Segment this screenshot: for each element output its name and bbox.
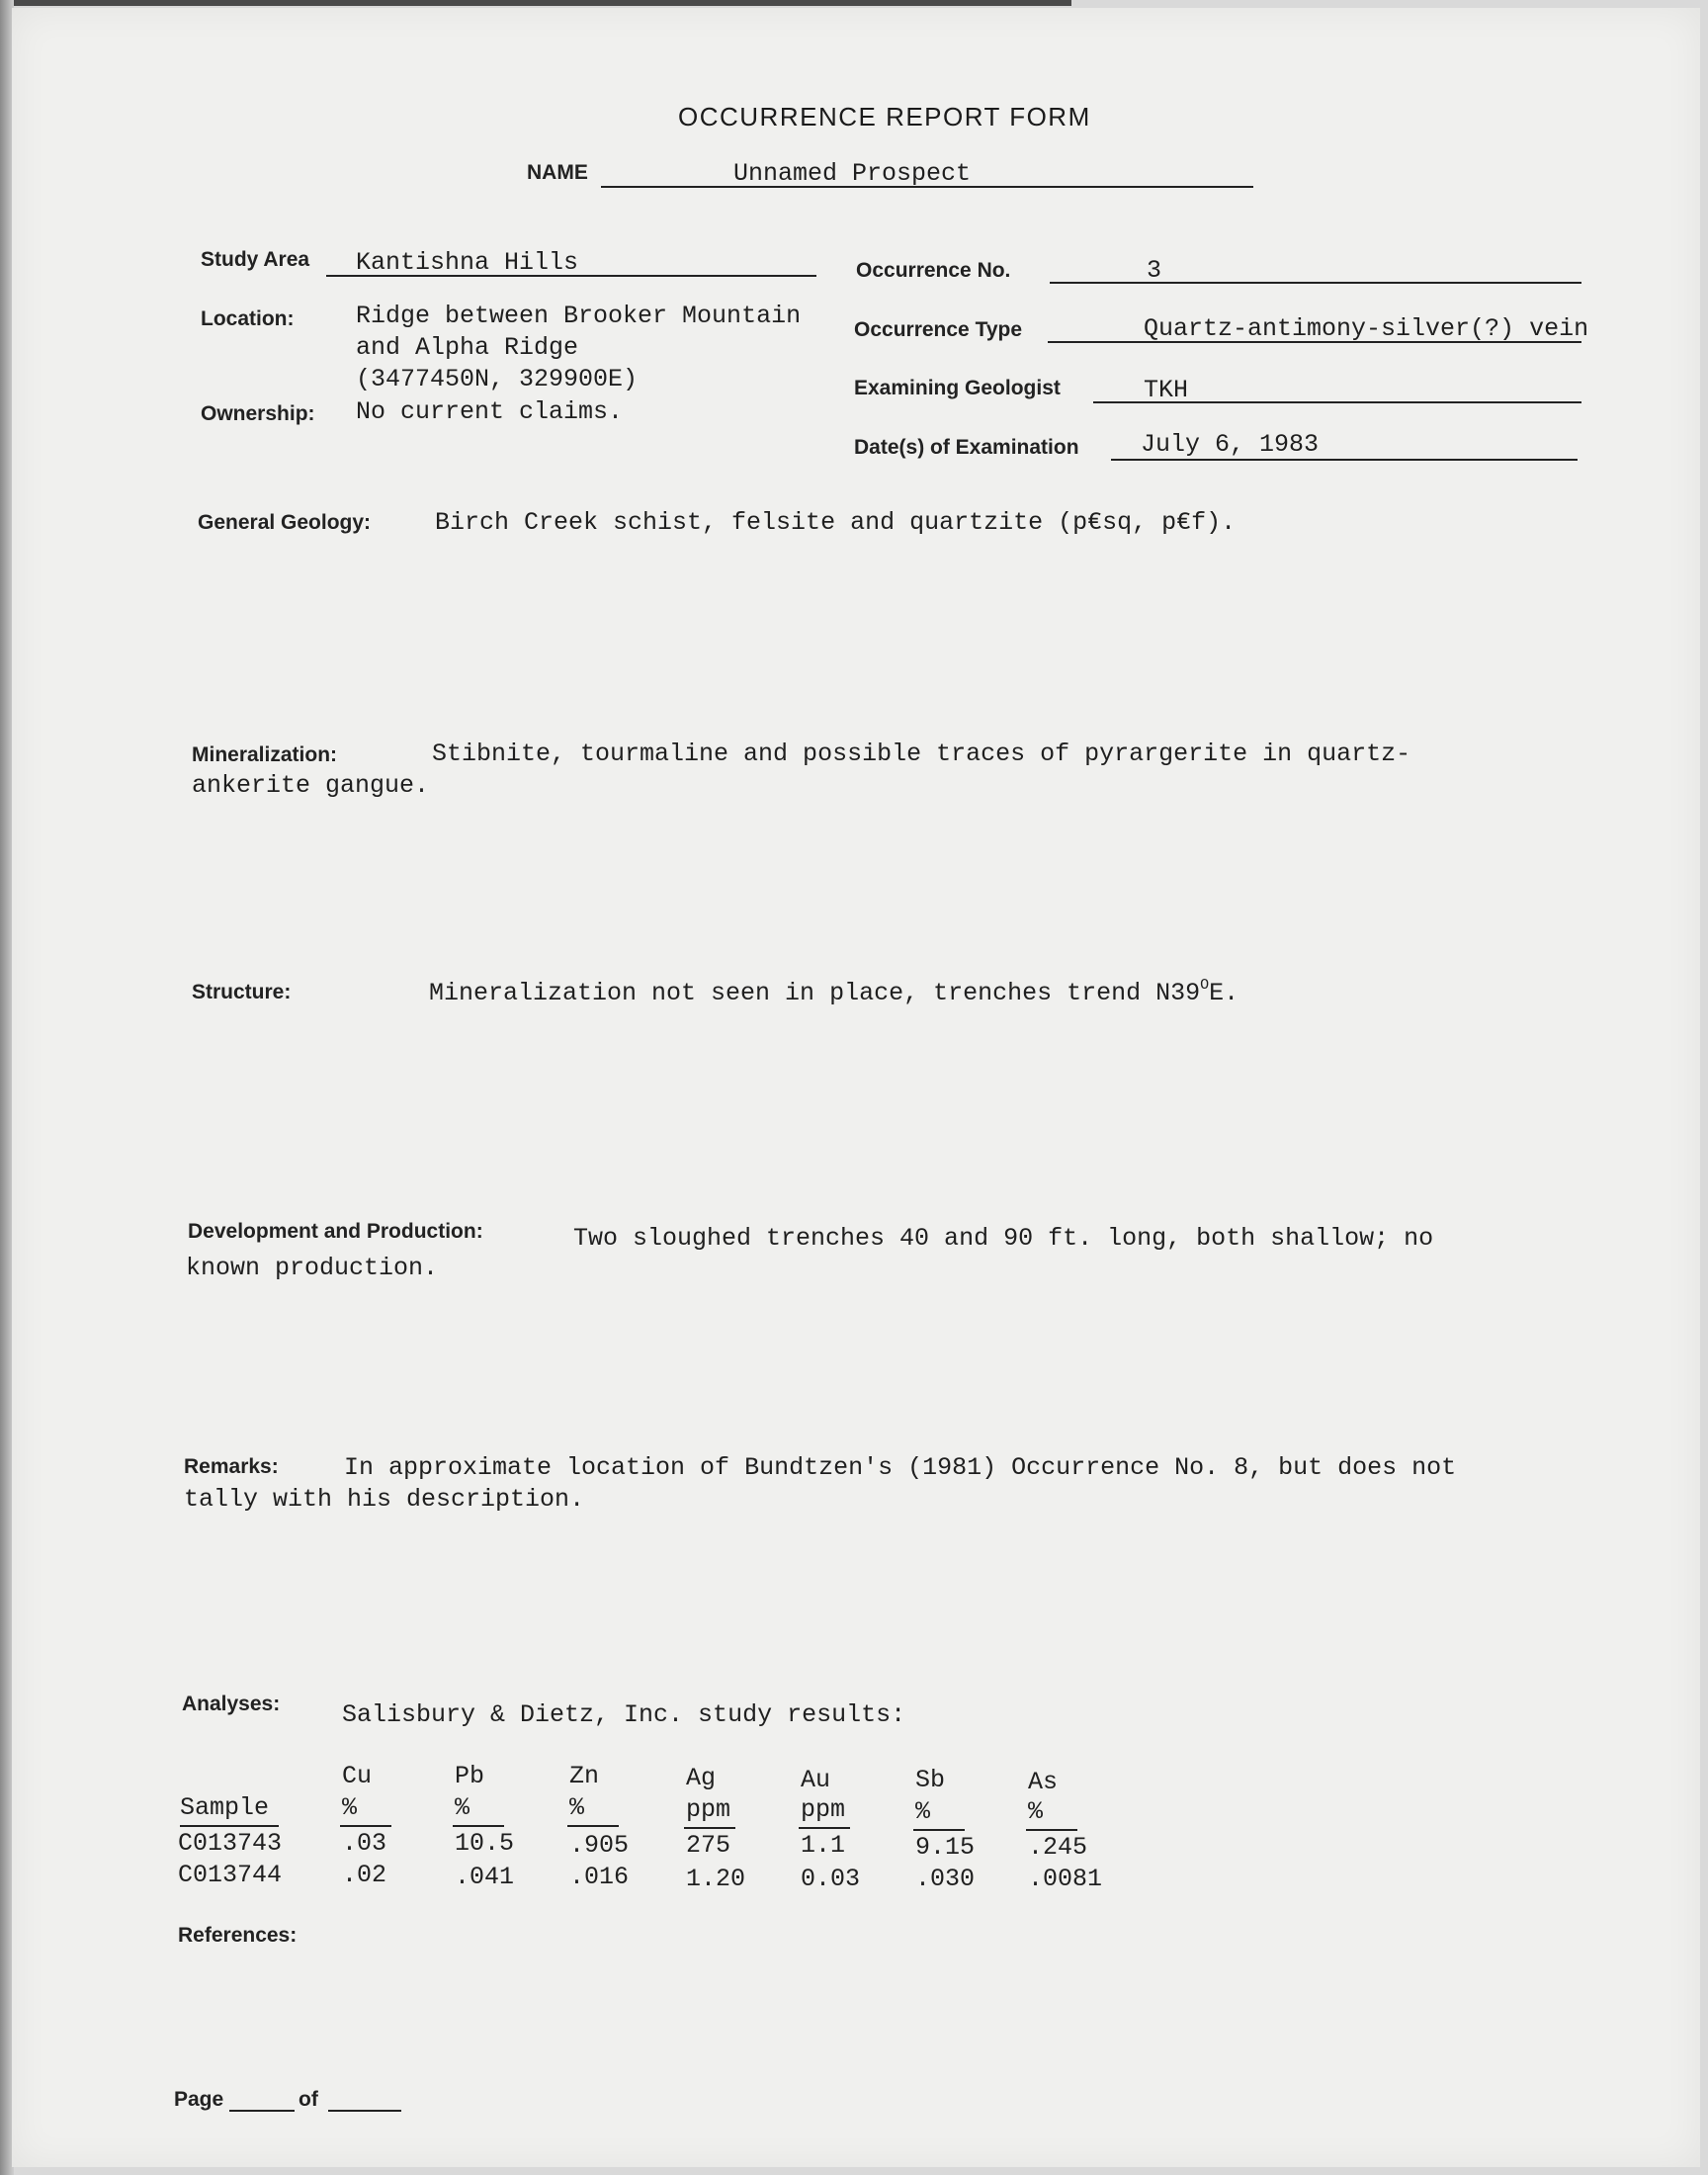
cu-header-underline [340,1825,391,1827]
development-line-1: Two sloughed trenches 40 and 90 ft. long, both shallow; no [573,1224,1434,1253]
occurrence-type-label: Occurrence Type [854,318,1023,341]
table-row-2-cu: .02 [342,1861,387,1889]
unit-header-cu: % [342,1793,358,1822]
element-header-sb: Sb [915,1766,946,1794]
ag-header-underline [684,1827,735,1829]
occurrence-type-value: Quartz-antimony-silver(?) vein [1144,314,1589,343]
study-area-value: Kantishna Hills [356,248,579,277]
geologist-value: TKH [1144,376,1189,404]
ownership-value: No current claims. [356,397,624,426]
occurrence-no-label: Occurrence No. [856,259,1011,282]
ownership-label: Ownership: [201,402,315,425]
remarks-label: Remarks: [184,1455,279,1478]
unit-header-ag: ppm [686,1795,731,1824]
mineralization-line-2: ankerite gangue. [192,771,430,800]
page-number-line [229,2110,295,2112]
table-row-1-zn: .905 [569,1831,630,1860]
form-title: OCCURRENCE REPORT FORM [678,102,1091,131]
table-row-1-pb: 10.5 [455,1829,515,1858]
table-row-2-au: 0.03 [801,1865,861,1893]
mineralization-line-1: Stibnite, tourmaline and possible traces of pyrargerite in quartz- [432,740,1411,768]
analyses-label: Analyses: [182,1693,281,1715]
date-value: July 6, 1983 [1141,430,1320,459]
table-row-1-as: .245 [1028,1833,1088,1862]
general-geology-label: General Geology: [198,511,372,534]
unit-header-pb: % [455,1793,470,1822]
as-header-underline [1026,1829,1077,1831]
remarks-line-1: In approximate location of Bundtzen's (1981) Occurrence No. 8, but does not [344,1453,1457,1482]
occurrence-no-value: 3 [1147,256,1162,285]
au-header-underline [799,1827,850,1829]
element-header-ag: Ag [686,1764,717,1792]
of-label: of [299,2088,318,2111]
sb-header-underline [913,1829,965,1831]
structure-text [429,977,1238,1007]
occurrence-no-line [1050,282,1581,284]
unit-header-sb: % [915,1797,931,1826]
geologist-label: Examining Geologist [854,377,1061,399]
unit-header-zn: % [569,1793,585,1822]
page-label: Page [174,2088,224,2111]
element-header-au: Au [801,1766,831,1794]
table-row-2-pb: .041 [455,1863,515,1891]
development-label: Development and Production: [188,1220,483,1243]
element-header-pb: Pb [455,1762,485,1790]
table-row-2-zn: .016 [569,1863,630,1891]
table-row-2-sample: C013744 [178,1861,283,1889]
sample-header: Sample [180,1793,270,1822]
structure-text-main: Mineralization not seen in place, trenches trend N39 [429,979,1201,1007]
element-header-as: As [1028,1768,1059,1796]
zn-header-underline [567,1825,619,1827]
mineralization-label: Mineralization: [192,743,338,766]
location-line-3: (3477450N, 329900E) [356,365,639,393]
location-line-1: Ridge between Brooker Mountain [356,302,802,330]
study-area-label: Study Area [201,248,310,271]
table-row-2-sb: .030 [915,1865,976,1893]
table-row-2-as: .0081 [1028,1865,1103,1893]
sample-header-underline [180,1825,279,1827]
degree-superscript: O [1200,977,1210,994]
analyses-intro: Salisbury & Dietz, Inc. study results: [342,1700,906,1729]
remarks-line-2: tally with his description. [184,1485,585,1514]
page-total-line [328,2110,401,2112]
scan-top-edge [14,0,1071,6]
general-geology-text: Birch Creek schist, felsite and quartzite (p€sq, p€f). [435,508,1237,537]
references-label: References: [178,1924,298,1947]
table-row-1-au: 1.1 [801,1831,846,1860]
table-row-1-sample: C013743 [178,1829,283,1858]
unit-header-as: % [1028,1797,1044,1826]
element-header-zn: Zn [569,1762,600,1790]
structure-label: Structure: [192,981,292,1003]
location-line-2: and Alpha Ridge [356,333,579,362]
unit-header-au: ppm [801,1795,846,1824]
location-label: Location: [201,307,295,330]
table-row-1-cu: .03 [342,1829,387,1858]
development-line-2: known production. [186,1254,439,1282]
table-row-1-sb: 9.15 [915,1833,976,1862]
date-line [1111,459,1578,461]
name-label: NAME [527,161,588,184]
table-row-1-ag: 275 [686,1831,731,1860]
table-row-2-ag: 1.20 [686,1865,746,1893]
pb-header-underline [453,1825,504,1827]
structure-text-end: E. [1209,979,1239,1007]
name-value: Unnamed Prospect [733,159,972,188]
date-label: Date(s) of Examination [854,436,1079,459]
element-header-cu: Cu [342,1762,373,1790]
